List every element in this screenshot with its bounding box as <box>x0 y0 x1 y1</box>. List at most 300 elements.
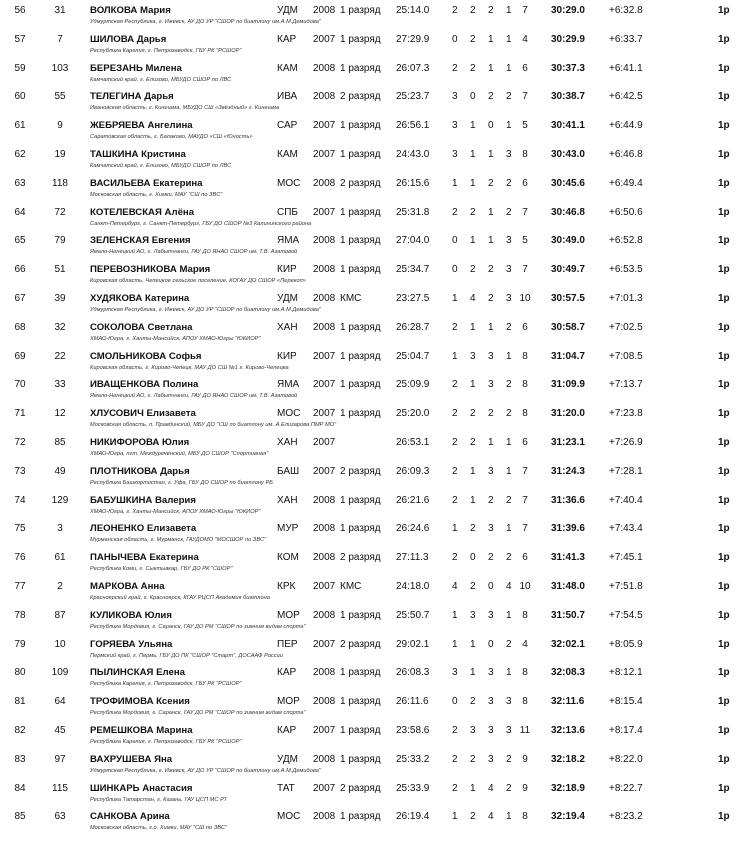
team-info: Камчатский край, г. Елизово, МБУДО СШОР по ЛВС <box>90 76 232 83</box>
category-cell: 1р <box>718 293 730 304</box>
shooting-stage-2: 1 <box>470 465 476 477</box>
result-time: 30:57.5 <box>551 293 585 304</box>
shooting-stage-2: 2 <box>470 206 476 218</box>
table-row <box>0 549 750 578</box>
shooting-stage-2: 2 <box>470 696 476 708</box>
sport-rank: 1 разряд <box>340 753 381 765</box>
shooting-stage-4: 1 <box>506 523 512 535</box>
ski-time: 25:31.8 <box>396 206 430 218</box>
penalty-total: 9 <box>522 782 528 794</box>
sport-rank: 2 разряд <box>340 552 381 564</box>
team-info: Республика Башкортостан, г. Уфа, ГБУ ДО СШОР по биатлону РБ <box>90 479 273 486</box>
shooting-stage-3: 3 <box>488 350 494 362</box>
team-info: Московская область, г. Химки, МАУ "СШ по ЗВС" <box>90 191 223 198</box>
region-code: КАР <box>277 33 297 45</box>
shooting-stage-4: 1 <box>506 465 512 477</box>
bib-cell: 33 <box>54 379 66 391</box>
shooting-stage-4: 1 <box>506 120 512 132</box>
shooting-stage-1: 2 <box>452 408 458 420</box>
penalty-total: 8 <box>522 350 528 362</box>
region-code: ТАТ <box>277 782 295 794</box>
category-cell: 1р <box>718 206 730 218</box>
place-cell: 84 <box>14 782 26 794</box>
place-cell: 72 <box>14 437 26 448</box>
athlete-name: ГОРЯЕВА Ульяна <box>90 638 173 650</box>
shooting-stage-1: 3 <box>452 91 458 103</box>
bib-cell: 115 <box>52 782 68 794</box>
sport-rank: 1 разряд <box>340 667 381 679</box>
penalty-total: 5 <box>522 120 528 132</box>
sport-rank: 1 разряд <box>340 235 381 247</box>
result-time: 30:38.7 <box>551 91 585 103</box>
birth-year: 2007 <box>313 725 336 736</box>
region-code: МУР <box>277 523 299 535</box>
ski-time: 24:18.0 <box>396 581 430 592</box>
sport-rank: 1 разряд <box>340 33 381 45</box>
ski-time: 26:24.6 <box>396 523 430 535</box>
athlete-name: ШИНКАРЬ Анастасия <box>90 782 193 794</box>
shooting-stage-4: 1 <box>506 62 512 74</box>
region-code: МОС <box>277 811 301 823</box>
place-cell: 57 <box>14 33 26 45</box>
result-time: 30:58.7 <box>551 321 585 333</box>
ski-time: 25:14.0 <box>396 5 430 16</box>
place-cell: 85 <box>14 811 26 823</box>
table-row <box>0 808 750 837</box>
region-code: ХАН <box>277 494 298 506</box>
penalty-total: 8 <box>522 667 528 679</box>
shooting-stage-2: 2 <box>470 753 476 765</box>
athlete-name: БЕРЕЗАНЬ Милена <box>90 62 182 74</box>
region-code: МОС <box>277 408 301 420</box>
bib-cell: 109 <box>51 667 69 679</box>
region-code: УДМ <box>277 293 299 304</box>
bib-cell: 72 <box>54 206 66 218</box>
shooting-stage-1: 3 <box>452 667 458 679</box>
team-info: Республика Карелия, г. Петрозаводск, ГБУ РК "РСШОР" <box>90 47 242 54</box>
ski-time: 26:07.3 <box>396 62 430 74</box>
ski-time: 25:20.0 <box>396 408 430 420</box>
athlete-name: ВАСИЛЬЕВА Екатерина <box>90 177 203 189</box>
shooting-stage-2: 3 <box>470 725 476 736</box>
birth-year: 2007 <box>313 33 336 45</box>
shooting-stage-3: 3 <box>488 725 494 736</box>
time-behind: +6:33.7 <box>609 33 643 45</box>
athlete-name: ЗЕЛЕНСКАЯ Евгения <box>90 235 191 247</box>
shooting-stage-2: 1 <box>470 379 476 391</box>
birth-year: 2008 <box>313 293 336 304</box>
athlete-name: КУЛИКОВА Юлия <box>90 609 172 621</box>
result-time: 32:19.4 <box>551 811 585 823</box>
result-time: 32:18.2 <box>551 753 585 765</box>
result-time: 32:08.3 <box>551 667 585 679</box>
shooting-stage-2: 0 <box>470 91 476 103</box>
shooting-stage-4: 2 <box>506 408 512 420</box>
penalty-total: 7 <box>522 523 528 535</box>
athlete-name: РЕМЕШКОВА Марина <box>90 725 193 736</box>
birth-year: 2008 <box>313 523 336 535</box>
shooting-stage-3: 2 <box>488 494 494 506</box>
category-cell: 1р <box>718 264 730 276</box>
category-cell: 1р <box>718 235 730 247</box>
shooting-stage-1: 3 <box>452 149 458 160</box>
sport-rank: 2 разряд <box>340 91 381 103</box>
shooting-stage-3: 3 <box>488 696 494 708</box>
bib-cell: 61 <box>54 552 66 564</box>
birth-year: 2007 <box>313 465 336 477</box>
table-row <box>0 664 750 693</box>
result-time: 31:20.0 <box>551 408 585 420</box>
ski-time: 27:04.0 <box>396 235 430 247</box>
sport-rank: 1 разряд <box>340 696 381 708</box>
shooting-stage-1: 0 <box>452 264 458 276</box>
shooting-stage-3: 1 <box>488 33 494 45</box>
penalty-total: 10 <box>519 293 531 304</box>
ski-time: 26:56.1 <box>396 120 430 132</box>
place-cell: 61 <box>14 120 26 132</box>
team-info: Кировская область, г. Кирово-Чепецк, МАУ ДО СШ №1 г. Кирово-Чепецка <box>90 364 289 371</box>
time-behind: +8:22.0 <box>609 753 643 765</box>
table-row <box>0 405 750 434</box>
team-info: Камчатский край, г. Елизово, МБУДО СШОР по ЛВС <box>90 163 232 169</box>
penalty-total: 8 <box>522 379 528 391</box>
place-cell: 66 <box>14 264 26 276</box>
table-row <box>0 520 750 549</box>
time-behind: +6:50.6 <box>609 206 643 218</box>
shooting-stage-1: 0 <box>452 235 458 247</box>
time-behind: +7:51.8 <box>609 581 643 592</box>
shooting-stage-3: 3 <box>488 379 494 391</box>
shooting-stage-3: 1 <box>488 321 494 333</box>
category-cell: 1р <box>718 494 730 506</box>
category-cell: 1р <box>718 523 730 535</box>
athlete-name: ХУДЯКОВА Катерина <box>90 293 190 304</box>
team-info: Московская область, п. Правдинский, МБУ ДО "СШ по биатлону им. А.Елизарова ПМР МО" <box>90 422 337 429</box>
time-behind: +7:45.1 <box>609 552 643 564</box>
place-cell: 82 <box>14 725 26 736</box>
shooting-stage-2: 1 <box>470 782 476 794</box>
team-info: Республика Мордовия, г. Саранск, ГАУ ДО РМ "СШОР по зимним видам спорта" <box>90 710 306 717</box>
bib-cell: 32 <box>54 321 66 333</box>
shooting-stage-3: 1 <box>488 235 494 247</box>
region-code: МОС <box>277 177 301 189</box>
table-row <box>0 492 750 521</box>
place-cell: 78 <box>14 609 26 621</box>
athlete-name: СМОЛЬНИКОВА Софья <box>90 350 202 362</box>
shooting-stage-3: 3 <box>488 523 494 535</box>
category-cell: 1р <box>718 120 730 132</box>
athlete-name: ПАНЫЧЕВА Екатерина <box>90 552 199 564</box>
team-info: Ямало-Ненецкий АО, г. Лабытнанги, ГАУ ДО ЯНАО СШОР им. Т.В. Азатовой <box>90 249 298 256</box>
shooting-stage-2: 1 <box>470 667 476 679</box>
ski-time: 26:53.1 <box>396 437 430 448</box>
shooting-stage-1: 1 <box>452 609 458 621</box>
birth-year: 2007 <box>313 408 336 420</box>
sport-rank: 1 разряд <box>340 149 381 160</box>
time-behind: +7:13.7 <box>609 379 643 391</box>
shooting-stage-2: 2 <box>470 523 476 535</box>
shooting-stage-1: 1 <box>452 177 458 189</box>
shooting-stage-4: 1 <box>506 5 512 16</box>
shooting-stage-4: 2 <box>506 321 512 333</box>
sport-rank: 1 разряд <box>340 609 381 621</box>
team-info: Удмуртская Республика, г. Ижевск, АУ ДО УР "СШОР по биатлону им.А.М.Демидова" <box>90 767 321 774</box>
athlete-name: ПЕРЕВОЗНИКОВА Мария <box>90 264 211 276</box>
bib-cell: 97 <box>54 753 66 765</box>
bib-cell: 45 <box>54 725 66 736</box>
penalty-total: 6 <box>522 177 528 189</box>
penalty-total: 6 <box>522 552 528 564</box>
shooting-stage-3: 0 <box>488 120 494 132</box>
team-info: Удмуртская Республика, г. Ижевск, АУ ДО УР "СШОР по биатлону им.А.М.Демидова" <box>90 307 321 313</box>
shooting-stage-3: 0 <box>488 581 494 592</box>
birth-year: 2007 <box>313 437 336 448</box>
athlete-name: ПЛОТНИКОВА Дарья <box>90 465 190 477</box>
category-cell: 1р <box>718 379 730 391</box>
sport-rank: 2 разряд <box>340 782 381 794</box>
time-behind: +6:32.8 <box>609 5 643 16</box>
shooting-stage-2: 2 <box>470 33 476 45</box>
bib-cell: 87 <box>54 609 66 621</box>
birth-year: 2007 <box>313 206 336 218</box>
place-cell: 71 <box>14 408 26 420</box>
shooting-stage-1: 2 <box>452 552 458 564</box>
sport-rank: 1 разряд <box>340 408 381 420</box>
region-code: БАШ <box>277 465 300 477</box>
category-cell: 1р <box>718 725 730 736</box>
region-code: ЯМА <box>277 379 300 391</box>
sport-rank: 2 разряд <box>340 465 381 477</box>
result-time: 30:45.6 <box>551 177 585 189</box>
shooting-stage-2: 1 <box>470 120 476 132</box>
ski-time: 27:11.3 <box>396 552 429 564</box>
sport-rank: 1 разряд <box>340 523 381 535</box>
team-info: Республика Мордовия, г. Саранск, ГАУ ДО РМ "СШОР по зимним видам спорта" <box>90 623 306 630</box>
result-time: 30:46.8 <box>551 206 585 218</box>
penalty-total: 7 <box>522 91 528 103</box>
shooting-stage-4: 3 <box>506 264 512 276</box>
ski-time: 25:33.2 <box>396 753 430 765</box>
ski-time: 26:09.3 <box>396 465 430 477</box>
team-info: Республика Карелия, г. Петрозаводск, ГБУ РК "РСШОР" <box>90 739 242 745</box>
region-code: КРК <box>277 581 296 592</box>
athlete-name: ИВАЩЕНКОВА Полина <box>90 379 199 391</box>
time-behind: +7:23.8 <box>609 408 643 420</box>
category-cell: 1р <box>718 149 730 160</box>
bib-cell: 9 <box>57 120 63 132</box>
time-behind: +8:12.1 <box>609 667 643 679</box>
ski-time: 25:33.9 <box>396 782 430 794</box>
birth-year: 2008 <box>313 609 336 621</box>
bib-cell: 12 <box>54 408 66 420</box>
team-info: ХМАО-Югра, пгт. Междуреченский, МБУ ДО СШОР "Спортивная" <box>90 451 269 457</box>
shooting-stage-3: 3 <box>488 753 494 765</box>
category-cell: 1р <box>718 581 730 592</box>
shooting-stage-2: 2 <box>470 437 476 448</box>
table-row <box>0 463 750 492</box>
birth-year: 2007 <box>313 782 336 794</box>
team-info: Кировская область, Чепецкое сельское поселение, КОГАУ ДО СШОР «Перекоп» <box>90 278 306 285</box>
penalty-total: 5 <box>522 235 528 247</box>
sport-rank: 1 разряд <box>340 725 381 736</box>
table-row <box>0 578 750 607</box>
table-row <box>0 204 750 233</box>
table-row <box>0 175 750 204</box>
shooting-stage-1: 2 <box>452 465 458 477</box>
result-time: 30:43.0 <box>551 149 585 160</box>
bib-cell: 19 <box>54 149 66 160</box>
place-cell: 80 <box>14 667 26 679</box>
place-cell: 81 <box>14 696 26 708</box>
penalty-total: 7 <box>522 264 528 276</box>
category-cell: 1р <box>718 811 730 823</box>
category-cell: 1р <box>718 696 730 708</box>
time-behind: +6:49.4 <box>609 177 643 189</box>
bib-cell: 10 <box>54 638 66 650</box>
category-cell: 1р <box>718 753 730 765</box>
time-behind: +8:23.2 <box>609 811 643 823</box>
shooting-stage-2: 0 <box>470 552 476 564</box>
athlete-name: ВОЛКОВА Мария <box>90 5 171 16</box>
place-cell: 63 <box>14 177 26 189</box>
shooting-stage-4: 1 <box>506 33 512 45</box>
bib-cell: 103 <box>51 62 69 74</box>
shooting-stage-1: 1 <box>452 293 458 304</box>
place-cell: 68 <box>14 321 26 333</box>
birth-year: 2007 <box>313 581 336 592</box>
shooting-stage-3: 1 <box>488 149 494 160</box>
shooting-stage-4: 3 <box>506 149 512 160</box>
shooting-stage-1: 3 <box>452 120 458 132</box>
bib-cell: 118 <box>52 177 68 189</box>
sport-rank: 1 разряд <box>340 206 381 218</box>
shooting-stage-1: 0 <box>452 696 458 708</box>
bib-cell: 2 <box>57 581 63 592</box>
shooting-stage-3: 3 <box>488 609 494 621</box>
shooting-stage-4: 1 <box>506 437 512 448</box>
team-info: Республика Коми, г. Сыктывкар, ГБУ ДО РК "СШОР" <box>90 566 233 573</box>
shooting-stage-4: 3 <box>506 235 512 247</box>
time-behind: +6:41.1 <box>609 62 643 74</box>
time-behind: +8:15.4 <box>609 696 643 708</box>
shooting-stage-1: 4 <box>452 581 458 592</box>
time-behind: +7:43.4 <box>609 523 643 535</box>
place-cell: 74 <box>14 494 26 506</box>
athlete-name: ВАХРУШЕВА Яна <box>90 753 173 765</box>
team-info: Республика Карелия, г. Петрозаводск, ГБУ РК "РСШОР" <box>90 681 242 688</box>
penalty-total: 7 <box>522 206 528 218</box>
sport-rank: 2 разряд <box>340 638 381 650</box>
athlete-name: ЖЕБРЯЕВА Ангелина <box>90 120 193 132</box>
shooting-stage-3: 3 <box>488 465 494 477</box>
time-behind: +7:26.9 <box>609 437 643 448</box>
bib-cell: 55 <box>54 91 66 103</box>
region-code: ХАН <box>277 437 298 448</box>
shooting-stage-1: 2 <box>452 753 458 765</box>
athlete-name: ТРОФИМОВА Ксения <box>90 696 190 708</box>
table-row <box>0 607 750 636</box>
region-code: ЯМА <box>277 235 300 247</box>
bib-cell: 51 <box>54 264 66 276</box>
region-code: ИВА <box>277 91 298 103</box>
penalty-total: 8 <box>522 609 528 621</box>
shooting-stage-4: 2 <box>506 552 512 564</box>
table-row <box>0 88 750 117</box>
birth-year: 2008 <box>313 235 336 247</box>
ski-time: 27:29.9 <box>396 33 430 45</box>
team-info: ХМАО-Югра, г. Ханты-Мансийск, АПОУ ХМАО-Югры "ЮКИОР" <box>90 508 261 515</box>
result-time: 32:02.1 <box>551 638 585 650</box>
sport-rank: 1 разряд <box>340 350 381 362</box>
place-cell: 77 <box>14 581 26 592</box>
shooting-stage-1: 2 <box>452 5 458 16</box>
ski-time: 24:43.0 <box>396 149 430 160</box>
team-info: Саратовская область, г. Балаково, МАУДО «СШ «Юность» <box>90 134 253 141</box>
place-cell: 69 <box>14 350 26 362</box>
team-info: Пермский край, г. Пермь, ГБУ ДО ПК "СШОР "Старт", ДОСААФ России <box>90 652 283 659</box>
category-cell: 1р <box>718 321 730 333</box>
time-behind: +6:52.8 <box>609 235 643 247</box>
shooting-stage-3: 2 <box>488 177 494 189</box>
team-info: Красноярский край, г. Красноярск, КГАУ РЦСП Академия биатлона <box>90 595 270 601</box>
category-cell: 1р <box>718 638 730 650</box>
team-info: Республика Татарстан, г. Казань, ГАУ ЦСП МС РТ <box>90 796 228 803</box>
shooting-stage-4: 3 <box>506 293 512 304</box>
shooting-stage-2: 1 <box>470 321 476 333</box>
penalty-total: 4 <box>522 638 528 650</box>
shooting-stage-3: 4 <box>488 811 494 823</box>
shooting-stage-2: 2 <box>470 264 476 276</box>
birth-year: 2007 <box>313 638 336 650</box>
athlete-name: МАРКОВА Анна <box>90 581 165 592</box>
bib-cell: 63 <box>54 811 66 823</box>
birth-year: 2007 <box>313 149 336 160</box>
time-behind: +7:40.4 <box>609 494 643 506</box>
region-code: КАМ <box>277 149 298 160</box>
shooting-stage-2: 4 <box>470 293 476 304</box>
shooting-stage-1: 2 <box>452 725 458 736</box>
penalty-total: 10 <box>519 581 531 592</box>
shooting-stage-2: 1 <box>470 149 476 160</box>
table-row <box>0 780 750 809</box>
result-time: 31:04.7 <box>551 350 585 362</box>
athlete-name: ШИЛОВА Дарья <box>90 33 167 45</box>
athlete-name: ЛЕОНЕНКО Елизавета <box>90 523 197 535</box>
result-time: 31:41.3 <box>551 552 585 564</box>
shooting-stage-4: 3 <box>506 725 512 736</box>
bib-cell: 31 <box>54 5 66 16</box>
birth-year: 2008 <box>313 264 336 276</box>
ski-time: 25:34.7 <box>396 264 430 276</box>
result-time: 30:49.0 <box>551 235 585 247</box>
birth-year: 2008 <box>313 696 336 708</box>
result-time: 30:29.9 <box>551 33 585 45</box>
category-cell: 1р <box>718 552 730 564</box>
shooting-stage-4: 2 <box>506 177 512 189</box>
region-code: КАМ <box>277 62 298 74</box>
ski-time: 29:02.1 <box>396 638 430 650</box>
bib-cell: 3 <box>57 523 63 535</box>
sport-rank: 1 разряд <box>340 321 381 333</box>
team-info: Удмуртская Республика, г. Ижевск, АУ ДО УР "СШОР по биатлону им.А.М.Демидова" <box>90 19 321 25</box>
shooting-stage-4: 3 <box>506 696 512 708</box>
region-code: КИР <box>277 264 297 276</box>
time-behind: +6:44.9 <box>609 120 643 132</box>
birth-year: 2008 <box>313 667 336 679</box>
place-cell: 75 <box>14 523 26 535</box>
bib-cell: 79 <box>54 235 66 247</box>
athlete-name: ПЫЛИНСКАЯ Елена <box>90 667 185 679</box>
